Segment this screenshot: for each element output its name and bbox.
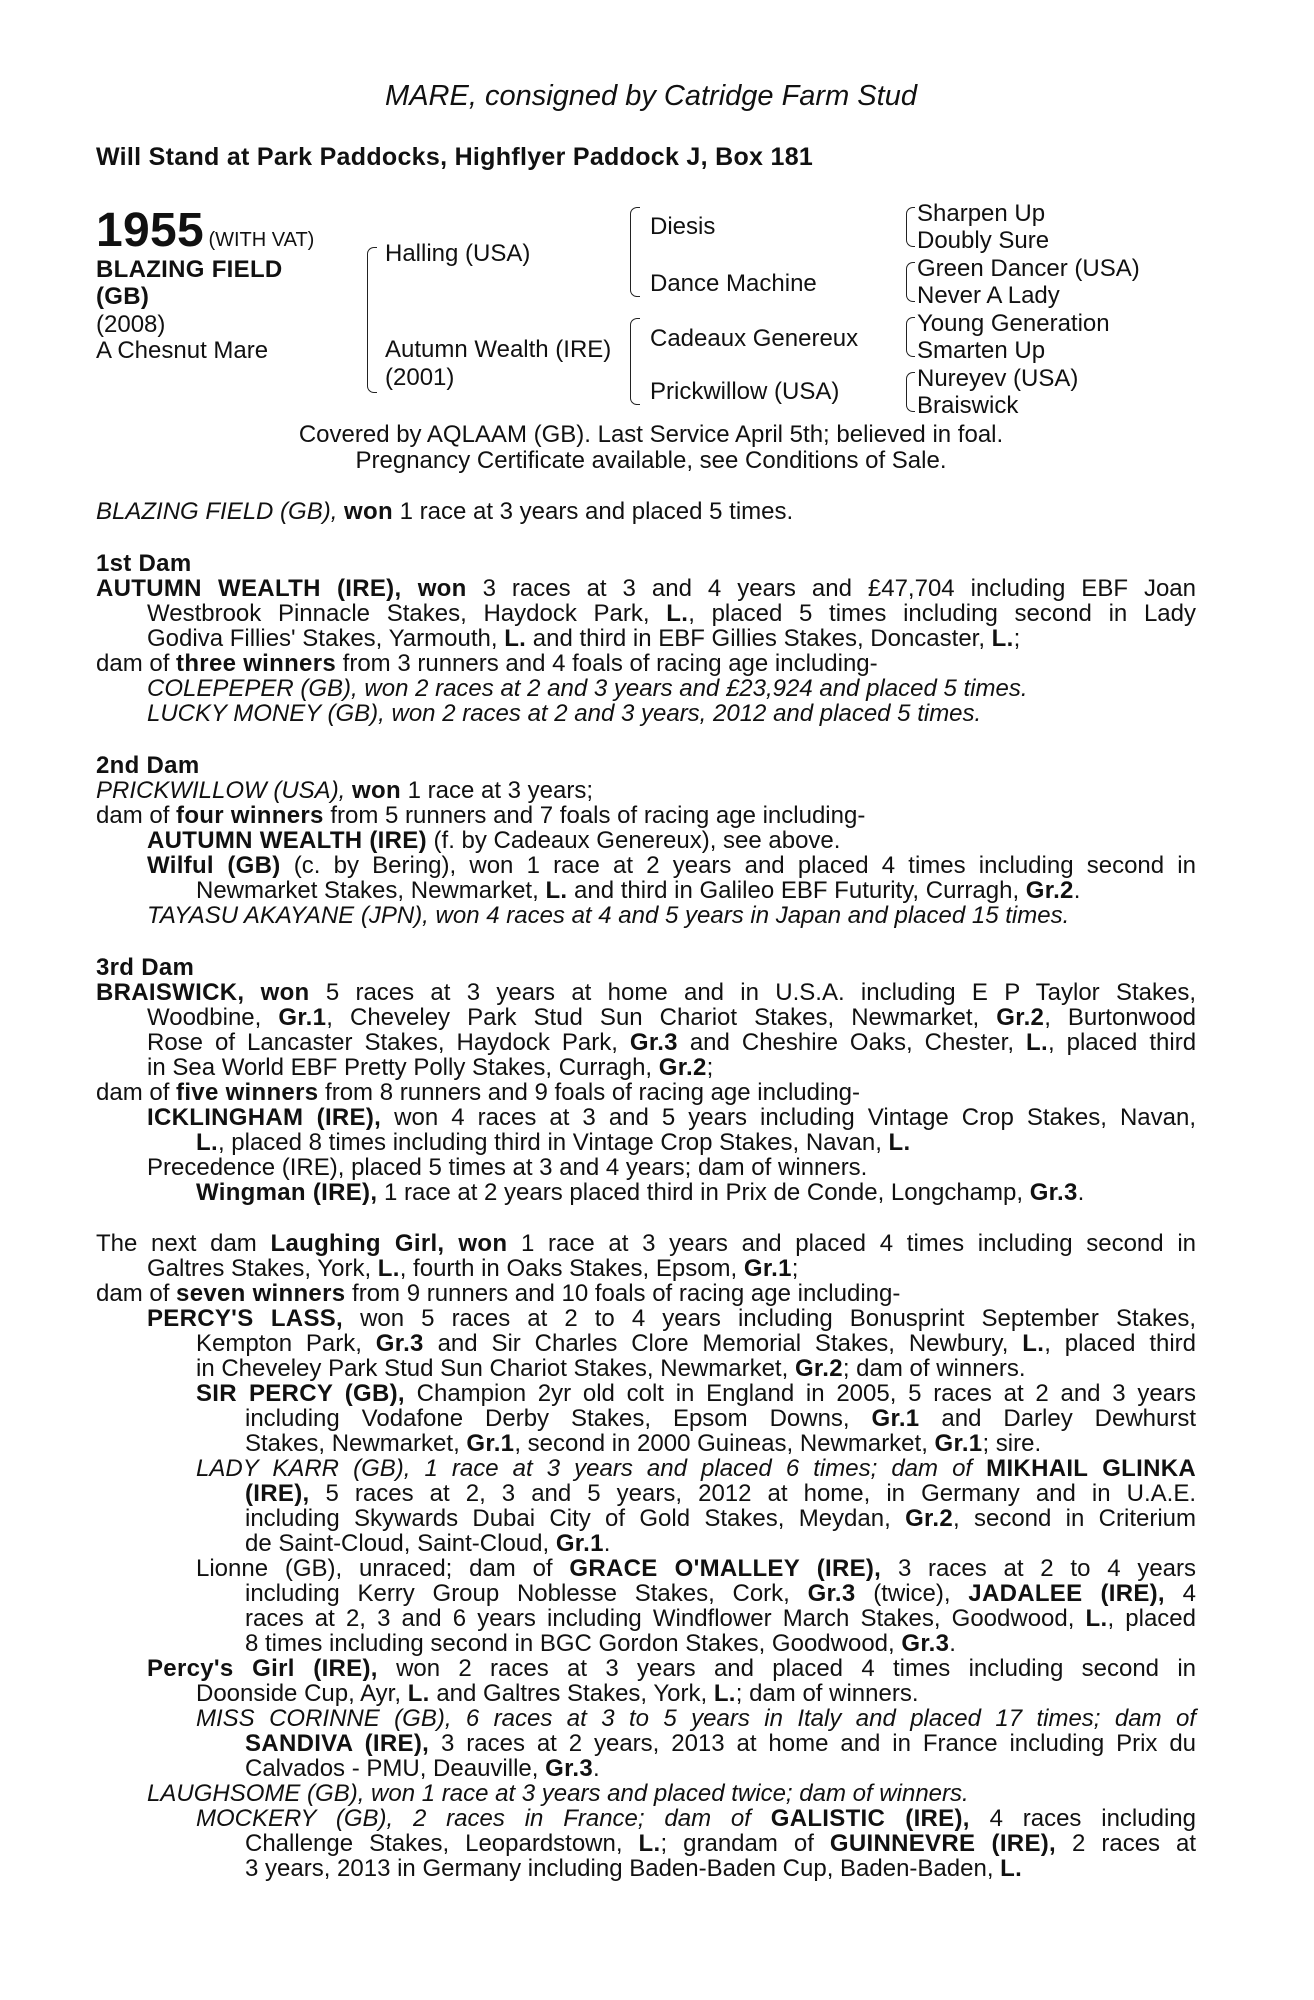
foal-name: SIR PERCY (GB), (196, 1380, 405, 1407)
foal-name: GALISTIC (IRE), (770, 1805, 970, 1832)
pedigree-g3-1: Sharpen Up (917, 200, 1046, 227)
grade-label: L. (1085, 1605, 1108, 1632)
pedigree-dam-dam: Prickwillow (USA) (650, 378, 840, 405)
next-dam-line1 (96, 1230, 1196, 1258)
miss-corinne-line3 (245, 1755, 600, 1783)
produce-prefix: dam of (96, 802, 170, 829)
grade-label: Gr.1 (555, 1530, 604, 1557)
lot-number: 1955 (96, 204, 204, 257)
grade-label: L. (638, 1830, 661, 1857)
punctuation: ; (791, 1255, 799, 1282)
grade-label: L. (666, 600, 689, 627)
laughsome-line1: LAUGHSOME (GB), won 1 race at 3 years and placed twice; dam of winners. (147, 1780, 969, 1807)
foal-name: PERCY'S LASS, (147, 1305, 344, 1332)
grade-label: L. (888, 1129, 911, 1156)
lady-karr-line1 (196, 1455, 1196, 1483)
pedigree-brace-g3-3 (906, 317, 915, 357)
second-dam-line1 (96, 777, 593, 805)
foal-text: Champion 2yr old colt in England in 2005, 5 races at 2 and 3 years (416, 1380, 1197, 1407)
foal-text: , placed 8 times including third in Vintage Crop Stakes, Navan, (217, 1129, 882, 1156)
third-dam-foal2-produce (196, 1179, 1084, 1207)
lionne-line4 (245, 1630, 956, 1658)
lionne-line1 (196, 1555, 1196, 1583)
grade-label: L. (1026, 1029, 1048, 1056)
produce-prefix: dam of (96, 1280, 170, 1307)
punctuation: . (603, 1530, 611, 1557)
third-dam-foal2: Precedence (IRE), placed 5 times at 3 and 4 years; dam of winners. (147, 1154, 868, 1181)
grade-label: L. (545, 877, 568, 904)
foal-text: and Sir Charles Clore Memorial Stakes, Newbury, (437, 1330, 1009, 1357)
foal-text: ; sire. (982, 1430, 1042, 1457)
produce-text: from 3 runners and 4 foals of racing age including- (342, 650, 878, 677)
punctuation: ; (1013, 625, 1021, 652)
punctuation: . (1073, 877, 1081, 904)
grade-label: Gr.1 (743, 1255, 792, 1282)
foal-text: won 2 races at 3 years and placed 4 times including second in (396, 1655, 1196, 1682)
third-dam-text: , Burtonwood (1044, 1004, 1197, 1031)
foal-text: 4 (1182, 1580, 1196, 1607)
foal-text: MOCKERY (GB), 2 races in France; dam of (196, 1805, 751, 1832)
grade-label: Gr.1 (278, 1004, 327, 1031)
third-dam-produce (96, 1079, 860, 1107)
foal-name: AUTUMN WEALTH (IRE) (147, 827, 427, 854)
stabling-location: Will Stand at Park Paddocks, Highflyer Paddock J, Box 181 (96, 143, 814, 171)
next-dam-prefix: The next dam (96, 1230, 257, 1257)
pedigree-dam: Autumn Wealth (IRE) (385, 336, 612, 363)
foal-text: and Darley Dewhurst (941, 1405, 1197, 1432)
produce-prefix: dam of (96, 1079, 170, 1106)
lionne-line2 (245, 1580, 1196, 1608)
grade-label: L. (504, 625, 527, 652)
foal-text: LADY KARR (GB), 1 race at 3 years and placed 6 times; dam of (196, 1455, 973, 1482)
grade-label: L. (713, 1680, 736, 1707)
horse-name: BLAZING FIELD (96, 256, 283, 283)
foal-text: Doonside Cup, Ayr, (196, 1680, 402, 1707)
foal-name: (IRE), (245, 1480, 310, 1507)
foal-name: MIKHAIL GLINKA (986, 1455, 1196, 1482)
punctuation: . (593, 1755, 600, 1782)
sir-percy-line1 (196, 1380, 1196, 1408)
foal-name: JADALEE (IRE), (968, 1580, 1165, 1607)
first-dam-name: AUTUMN WEALTH (IRE), won (96, 575, 467, 602)
second-dam-foal3: TAYASU AKAYANE (JPN), won 4 races at 4 and 5 years in Japan and placed 15 times. (147, 902, 1070, 929)
lady-karr-line3 (245, 1505, 1196, 1533)
foal-text: and Galtres Stakes, York, (436, 1680, 708, 1707)
grade-label: Gr.2 (996, 1004, 1045, 1031)
percys-lass-line2 (196, 1330, 1196, 1358)
sir-percy-line2 (245, 1405, 1196, 1433)
third-dam-line2 (147, 1004, 1196, 1032)
foal-text: , placed third (1044, 1330, 1197, 1357)
foal-text: , placed (1107, 1605, 1196, 1632)
pedigree-brace-g3-2 (906, 262, 915, 302)
pedigree-dam-year: (2001) (385, 364, 455, 391)
second-dam-foal1 (147, 827, 840, 855)
grade-label: Gr.2 (1025, 877, 1074, 904)
grade-label: Gr.2 (658, 1054, 707, 1081)
foal-text: 3 races at 2 years, 2013 at home and in France including Prix du (441, 1730, 1197, 1757)
foal-text: Calvados - PMU, Deauville, (245, 1755, 539, 1782)
third-dam-text: 5 races at 3 years at home and in U.S.A. including E P Taylor Stakes, (325, 979, 1196, 1006)
second-dam-heading: 2nd Dam (96, 752, 200, 779)
foal-text: (twice), (873, 1580, 951, 1607)
grade-label: Gr.2 (794, 1355, 843, 1382)
foal-text: races at 2, 3 and 6 years including Windflower March Stakes, Goodwood, (245, 1605, 1075, 1632)
vat-note: (WITH VAT) (208, 229, 315, 251)
next-dam-line2 (147, 1255, 798, 1283)
produce-text: from 9 runners and 10 foals of racing age including- (352, 1280, 901, 1307)
grade-label: Gr.3 (901, 1630, 950, 1657)
horse-year: (2008) (96, 311, 166, 338)
pregnancy-note: Pregnancy Certificate available, see Conditions of Sale. (355, 447, 947, 474)
third-dam-text: Rose of Lancaster Stakes, Haydock Park, (147, 1029, 618, 1056)
first-dam-foal2: LUCKY MONEY (GB), won 2 races at 2 and 3 years, 2012 and placed 5 times. (147, 700, 982, 727)
produce-text: from 8 runners and 9 foals of racing age including- (325, 1079, 861, 1106)
pedigree-brace-g3-4 (906, 372, 915, 412)
foal-text: (f. by Cadeaux Genereux), see above. (433, 827, 841, 854)
winner-count: three winners (176, 650, 336, 677)
first-dam-foal1: COLEPEPER (GB), won 2 races at 2 and 3 years and £23,924 and placed 5 times. (147, 675, 1028, 702)
pedigree-g3-5: Young Generation (917, 310, 1110, 337)
foal-text: and third in Galileo EBF Futurity, Curragh, (574, 877, 1020, 904)
foal-name: Percy's Girl (IRE), (147, 1655, 378, 1682)
next-dam-text: 1 race at 3 years and placed 4 times including second in (521, 1230, 1197, 1257)
next-dam-text: Galtres Stakes, York, (147, 1255, 372, 1282)
race-summary (96, 498, 793, 526)
grade-label: L. (196, 1129, 218, 1156)
first-dam-text4: Godiva Fillies' Stakes, Yarmouth, (147, 625, 498, 652)
percys-lass-line1 (147, 1305, 1196, 1333)
pedigree-g3-2: Doubly Sure (917, 227, 1050, 254)
percys-girl-line2 (196, 1680, 919, 1708)
foal-text: 3 years, 2013 in Germany including Baden-Baden Cup, Baden-Baden, (245, 1855, 994, 1882)
foal-text: 5 races at 2, 3 and 5 years, 2012 at home, in Germany and in U.A.E. (325, 1480, 1196, 1507)
foal-text: ; grandam of (660, 1830, 814, 1857)
second-dam-text: 1 race at 3 years; (407, 777, 594, 804)
second-dam-foal2 (147, 852, 1196, 880)
grade-label: Gr.1 (466, 1430, 515, 1457)
first-dam-line2 (147, 600, 1196, 628)
horse-description: A Chesnut Mare (96, 337, 269, 364)
grade-label: Gr.3 (375, 1330, 424, 1357)
lady-karr-line4 (245, 1530, 610, 1558)
first-dam-line3 (147, 625, 1020, 653)
pedigree-g3-4: Never A Lady (917, 282, 1060, 309)
foal-text: won 4 races at 3 and 5 years including Vintage Crop Stakes, Navan, (394, 1104, 1196, 1131)
grade-label: L. (991, 625, 1014, 652)
foal-text: de Saint-Cloud, Saint-Cloud, (245, 1530, 550, 1557)
pedigree-brace-g3-1 (906, 207, 915, 247)
summary-won: won (344, 498, 393, 525)
pedigree-brace-main (367, 247, 377, 393)
third-dam-text: , placed third (1047, 1029, 1197, 1056)
foal-name: GUINNEVRE (IRE), (829, 1830, 1057, 1857)
foal-text: Kempton Park, (196, 1330, 362, 1357)
lady-karr-line2 (245, 1480, 1196, 1508)
grade-label: L. (1000, 1855, 1023, 1882)
next-dam-name: Laughing Girl, won (270, 1230, 508, 1257)
foal-name: GRACE O'MALLEY (IRE), (569, 1555, 882, 1582)
grade-label: Gr.1 (871, 1405, 920, 1432)
sir-percy-line3 (245, 1430, 1041, 1458)
summary-rest: 1 race at 3 years and placed 5 times. (399, 498, 794, 525)
won-label: won (352, 777, 401, 804)
grade-label: Gr.1 (934, 1430, 983, 1457)
first-dam-text5: and third in EBF Gillies Stakes, Doncaster, (532, 625, 985, 652)
won-label: won (260, 979, 310, 1006)
covering-note: Covered by AQLAAM (GB). Last Service April 5th; believed in foal. (298, 421, 1004, 448)
third-dam-text: Woodbine, (147, 1004, 262, 1031)
first-dam-line1 (96, 575, 1196, 603)
third-dam-text: in Sea World EBF Pretty Polly Stakes, Curragh, (147, 1054, 653, 1081)
pedigree-g3-6: Smarten Up (917, 337, 1046, 364)
pedigree-sire-dam: Dance Machine (650, 270, 817, 297)
foal-text: Lionne (GB), unraced; dam of (196, 1555, 553, 1582)
foal-text: , second in Criterium (953, 1505, 1197, 1532)
first-dam-text2: Westbrook Pinnacle Stakes, Haydock Park, (147, 600, 650, 627)
pedigree-brace-dam (630, 318, 640, 405)
first-dam-produce (96, 650, 878, 678)
foal-name: Wingman (IRE), (196, 1179, 378, 1206)
foal-name: Wilful (GB) (147, 852, 281, 879)
next-dam-text: , fourth in Oaks Stakes, Epsom, (399, 1255, 738, 1282)
percys-lass-line3 (196, 1355, 1026, 1383)
foal-name: SANDIVA (IRE), (245, 1730, 430, 1757)
pedigree-brace-sire (630, 207, 640, 297)
third-dam-text: and Cheshire Oaks, Chester, (689, 1029, 1014, 1056)
produce-text: from 5 runners and 7 foals of racing age including- (330, 802, 866, 829)
third-dam-foal1-cont (196, 1129, 910, 1157)
foal-text: 4 races including (989, 1805, 1196, 1832)
foal-text: Newmarket Stakes, Newmarket, (196, 877, 539, 904)
foal-text: , second in 2000 Guineas, Newmarket, (514, 1430, 928, 1457)
foal-text: including Skywards Dubai City of Gold Stakes, Meydan, (245, 1505, 891, 1532)
mockery-line1 (196, 1805, 1196, 1833)
foal-text: including Vodafone Derby Stakes, Epsom Downs, (245, 1405, 850, 1432)
grade-label: Gr.3 (807, 1580, 856, 1607)
second-dam-produce (96, 802, 865, 830)
first-dam-heading: 1st Dam (96, 550, 192, 577)
grade-label: L. (377, 1255, 400, 1282)
foal-text: 3 races at 2 to 4 years (897, 1555, 1197, 1582)
punctuation: . (1077, 1179, 1085, 1206)
pedigree-sire-sire: Diesis (650, 213, 716, 240)
foal-text: 1 race at 2 years placed third in Prix de Conde, Longchamp, (383, 1179, 1024, 1206)
foal-text: won 5 races at 2 to 4 years including Bonusprint September Stakes, (360, 1305, 1197, 1332)
grade-label: Gr.3 (1029, 1179, 1078, 1206)
foal-text: ; dam of winners. (735, 1680, 919, 1707)
third-dam-line1 (96, 979, 1196, 1007)
first-dam-text3: , placed 5 times including second in Lady (688, 600, 1197, 627)
catalogue-title: MARE, consigned by Catridge Farm Stud (385, 80, 917, 112)
grade-label: Gr.2 (905, 1505, 953, 1532)
mockery-line3 (245, 1855, 1022, 1883)
summary-name: BLAZING FIELD (GB), (96, 498, 338, 525)
foal-name: ICKLINGHAM (IRE), (147, 1104, 382, 1131)
punctuation: . (949, 1630, 956, 1657)
lionne-line3 (245, 1605, 1196, 1633)
grade-label: Gr.3 (545, 1755, 594, 1782)
pedigree-g3-3: Green Dancer (USA) (917, 255, 1140, 282)
lot-number-line (96, 203, 314, 258)
pedigree-g3-7: Nureyev (USA) (917, 365, 1079, 392)
foal-text: ; dam of winners. (842, 1355, 1026, 1382)
foal-text: (c. by Bering), won 1 race at 2 years and placed 4 times including second in (293, 852, 1196, 879)
punctuation: ; (706, 1054, 714, 1081)
produce-prefix: dam of (96, 650, 170, 677)
foal-text: in Cheveley Park Stud Sun Chariot Stakes, Newmarket, (196, 1355, 789, 1382)
winner-count: five winners (176, 1079, 319, 1106)
pedigree-sire: Halling (USA) (385, 240, 531, 267)
third-dam-name: BRAISWICK, (96, 979, 245, 1006)
first-dam-text1: 3 races at 3 and 4 years and £47,704 including EBF Joan (482, 575, 1197, 602)
third-dam-line4 (147, 1054, 713, 1082)
pedigree-g3-8: Braiswick (917, 392, 1019, 419)
miss-corinne-line1: MISS CORINNE (GB), 6 races at 3 to 5 years in Italy and placed 17 times; dam of (196, 1705, 1196, 1732)
foal-text: Challenge Stakes, Leopardstown, (245, 1830, 623, 1857)
third-dam-line3 (147, 1029, 1196, 1057)
second-dam-foal2-cont (196, 877, 1080, 905)
winner-count: seven winners (176, 1280, 346, 1307)
foal-text: 8 times including second in BGC Gordon Stakes, Goodwood, (245, 1630, 895, 1657)
third-dam-heading: 3rd Dam (96, 954, 195, 981)
horse-country: (GB) (96, 283, 150, 310)
foal-text: Stakes, Newmarket, (245, 1430, 460, 1457)
grade-label: L. (407, 1680, 430, 1707)
pedigree-dam-sire: Cadeaux Genereux (650, 325, 859, 352)
next-dam-produce (96, 1280, 900, 1308)
third-dam-foal1 (147, 1104, 1196, 1132)
third-dam-text: , Cheveley Park Stud Sun Chariot Stakes, Newmarket, (326, 1004, 980, 1031)
foal-text: 2 races at (1072, 1830, 1197, 1857)
grade-label: Gr.3 (629, 1029, 678, 1056)
miss-corinne-line2 (245, 1730, 1196, 1758)
mockery-line2 (245, 1830, 1196, 1858)
percys-girl-line1 (147, 1655, 1196, 1683)
winner-count: four winners (176, 802, 324, 829)
grade-label: L. (1022, 1330, 1045, 1357)
second-dam-name: PRICKWILLOW (USA), (96, 777, 346, 804)
foal-text: including Kerry Group Noblesse Stakes, Cork, (245, 1580, 790, 1607)
